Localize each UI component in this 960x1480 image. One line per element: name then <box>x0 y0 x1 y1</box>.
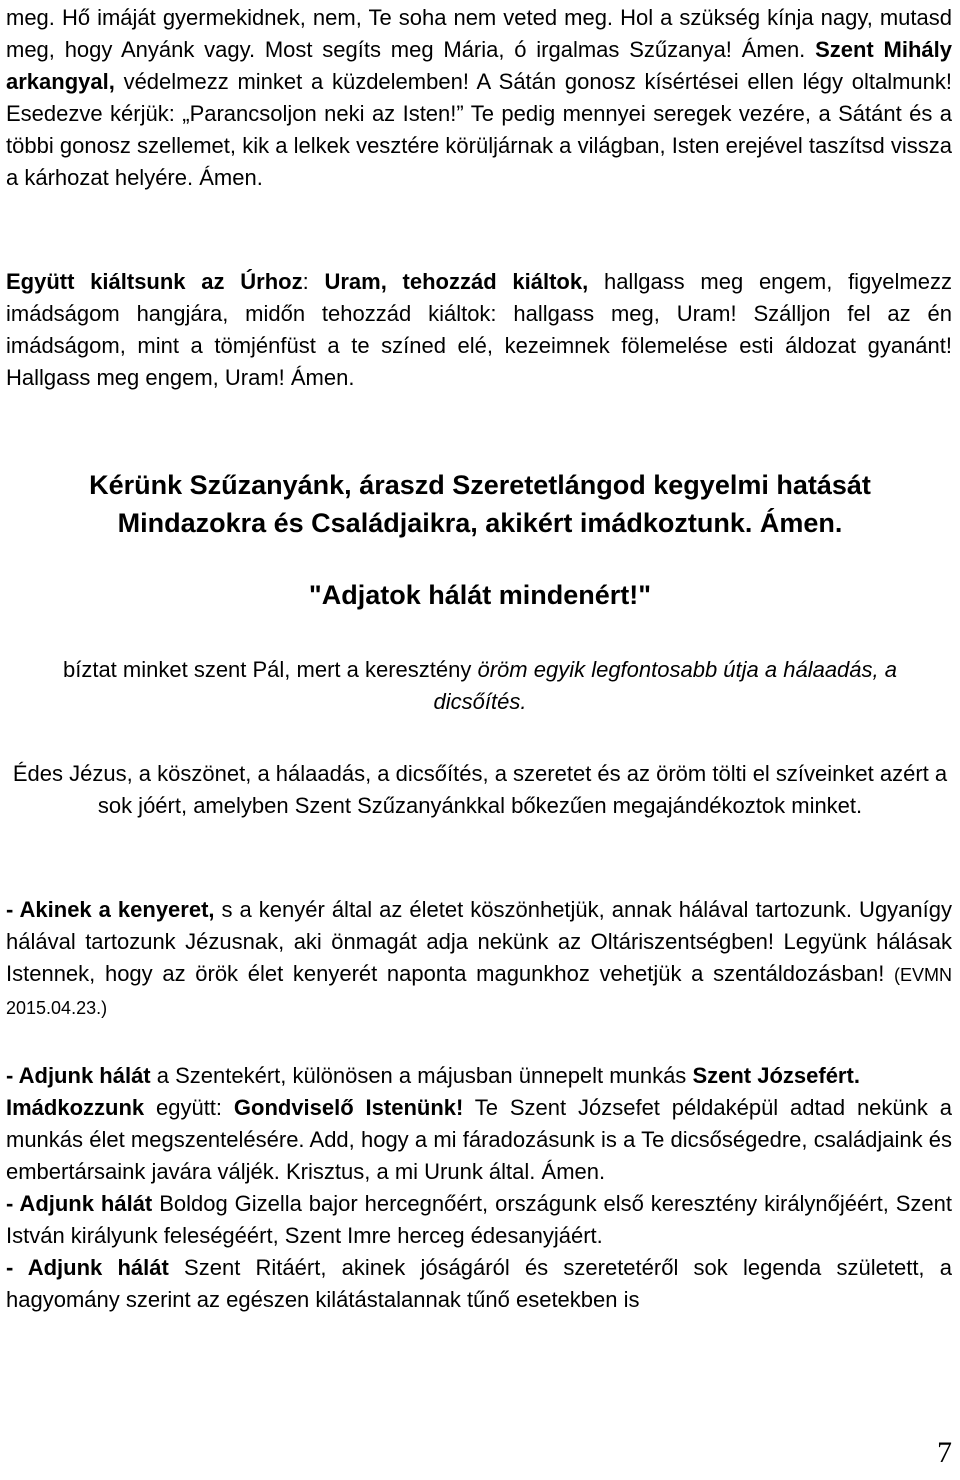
paragraph-kenyer: - Akinek a kenyeret, s a kenyér által az életet köszönhetjük, annak hálával tartozunk. Ugyanígy hálával tartozunk Jézusnak, aki önmagát adja nekünk az Oltáriszentségben! Legyünk hálásak Istennek, hogy az örök élet kenyerét naponta magunkhoz vehetjük a szentáldozásban! (EVMN 2015.04.23.) <box>6 897 952 1018</box>
paragraph-rita: - Adjunk hálát Szent Ritáért, akinek jóságáról és szeretetéről sok legenda született, a hagyomány szerint az egészen kilátástalannak tűnő esetekben is <box>6 1255 952 1312</box>
page-number: 7 <box>937 1436 952 1469</box>
bold-phrase: - Adjunk hálát <box>6 1255 169 1280</box>
citation: (EVMN 2015.04.23.) <box>6 965 952 1018</box>
bold-phrase: Szent Józsefért. <box>692 1063 860 1088</box>
bold-phrase: Együtt kiáltsunk az Úrhoz <box>6 269 303 294</box>
bold-phrase: Imádkozzunk <box>6 1095 145 1120</box>
heading-kerunk: Kérünk Szűzanyánk, áraszd Szeretetlángod kegyelmi hatását Mindazokra és Családjaikra, akikért imádkoztunk. Ámen. <box>89 470 871 538</box>
heading-adjatok-halat: "Adjatok hálát mindenért!" <box>308 580 652 610</box>
paragraph-szent-pal: bíztat minket szent Pál, mert a keresztény öröm egyik legfontosabb útja a hálaadás, a dicsőítés. <box>62 657 897 714</box>
bold-phrase: - Adjunk hálát <box>6 1063 151 1088</box>
section-adjunk-halat <box>6 1060 952 1316</box>
paragraph-prayer-mary-michael: meg. Hő imáját gyermekidnek, nem, Te soha nem veted meg. Hol a szükség kínja nagy, mutasd meg, hogy Anyánk vagy. Most segíts meg Mária, ó irgalmas Szűzanya! Ámen. Szent Mihály arkangyal, védelmezz minket a küzdelemben! A Sátán gonosz kísértései ellen légy oltalmunk! Esedezve kérjük: „Parancsoljon neki az Isten!” Te pedig mennyei seregek vezére, a Sátánt és a többi gonosz szellemet, kik a lelkek vesztére körüljárnak a világban, Isten erejével taszítsd vissza a kárhozat helyére. Ámen. <box>6 5 952 190</box>
bold-phrase: Szent Mihály arkangyal, <box>6 37 952 94</box>
bold-phrase: Uram, tehozzád kiáltok, <box>324 269 589 294</box>
bold-phrase: Gondviselő Istenünk! <box>233 1095 464 1120</box>
paragraph-imadkozzunk: Imádkozzunk együtt: Gondviselő Istenünk! Te Szent Józsefet példaképül adtad nekünk a munkás élet megszentelésére. Add, hogy a mi fáradozásunk is a Te dicsőségedre, családjaink és embertársaink javára váljék. Krisztus, a mi Urunk által. Ámen. <box>6 1095 952 1184</box>
italic-phrase: öröm egyik legfontosabb útja a hálaadás, a dicsőítés. <box>433 657 897 714</box>
paragraph-cry-to-lord: Együtt kiáltsunk az Úrhoz: Uram, tehozzád kiáltok, hallgass meg engem, figyelmezz imádságom hangjára, midőn tehozzád kiáltok: hallgass meg, Uram! Szálljon fel az én imádságom, mint a tömjénfüst a te színed elé, kezeimnek fölemelése esti áldozat gyanánt! Hallgass meg engem, Uram! Ámen. <box>6 269 952 390</box>
paragraph-gizella: - Adjunk hálát Boldog Gizella bajor hercegnőért, országunk első keresztény királynőjéért, Szent István királyunk feleségéért, Szent Imre herceg édesanyjáért. <box>6 1191 952 1248</box>
paragraph-szent-jozsef: - Adjunk hálát a Szentekért, különösen a májusban ünnepelt munkás Szent Józsefért. <box>6 1063 860 1088</box>
bold-phrase: - Adjunk hálát <box>6 1191 153 1216</box>
bold-phrase: - Akinek a kenyeret, <box>6 897 215 922</box>
paragraph-edes-jezus: Édes Jézus, a köszönet, a hálaadás, a dicsőítés, a szeretet és az öröm tölti el szíveinket azért a sok jóért, amelyben Szent Szűzanyánkkal bőkezűen megajándékoztok minket. <box>12 761 948 818</box>
